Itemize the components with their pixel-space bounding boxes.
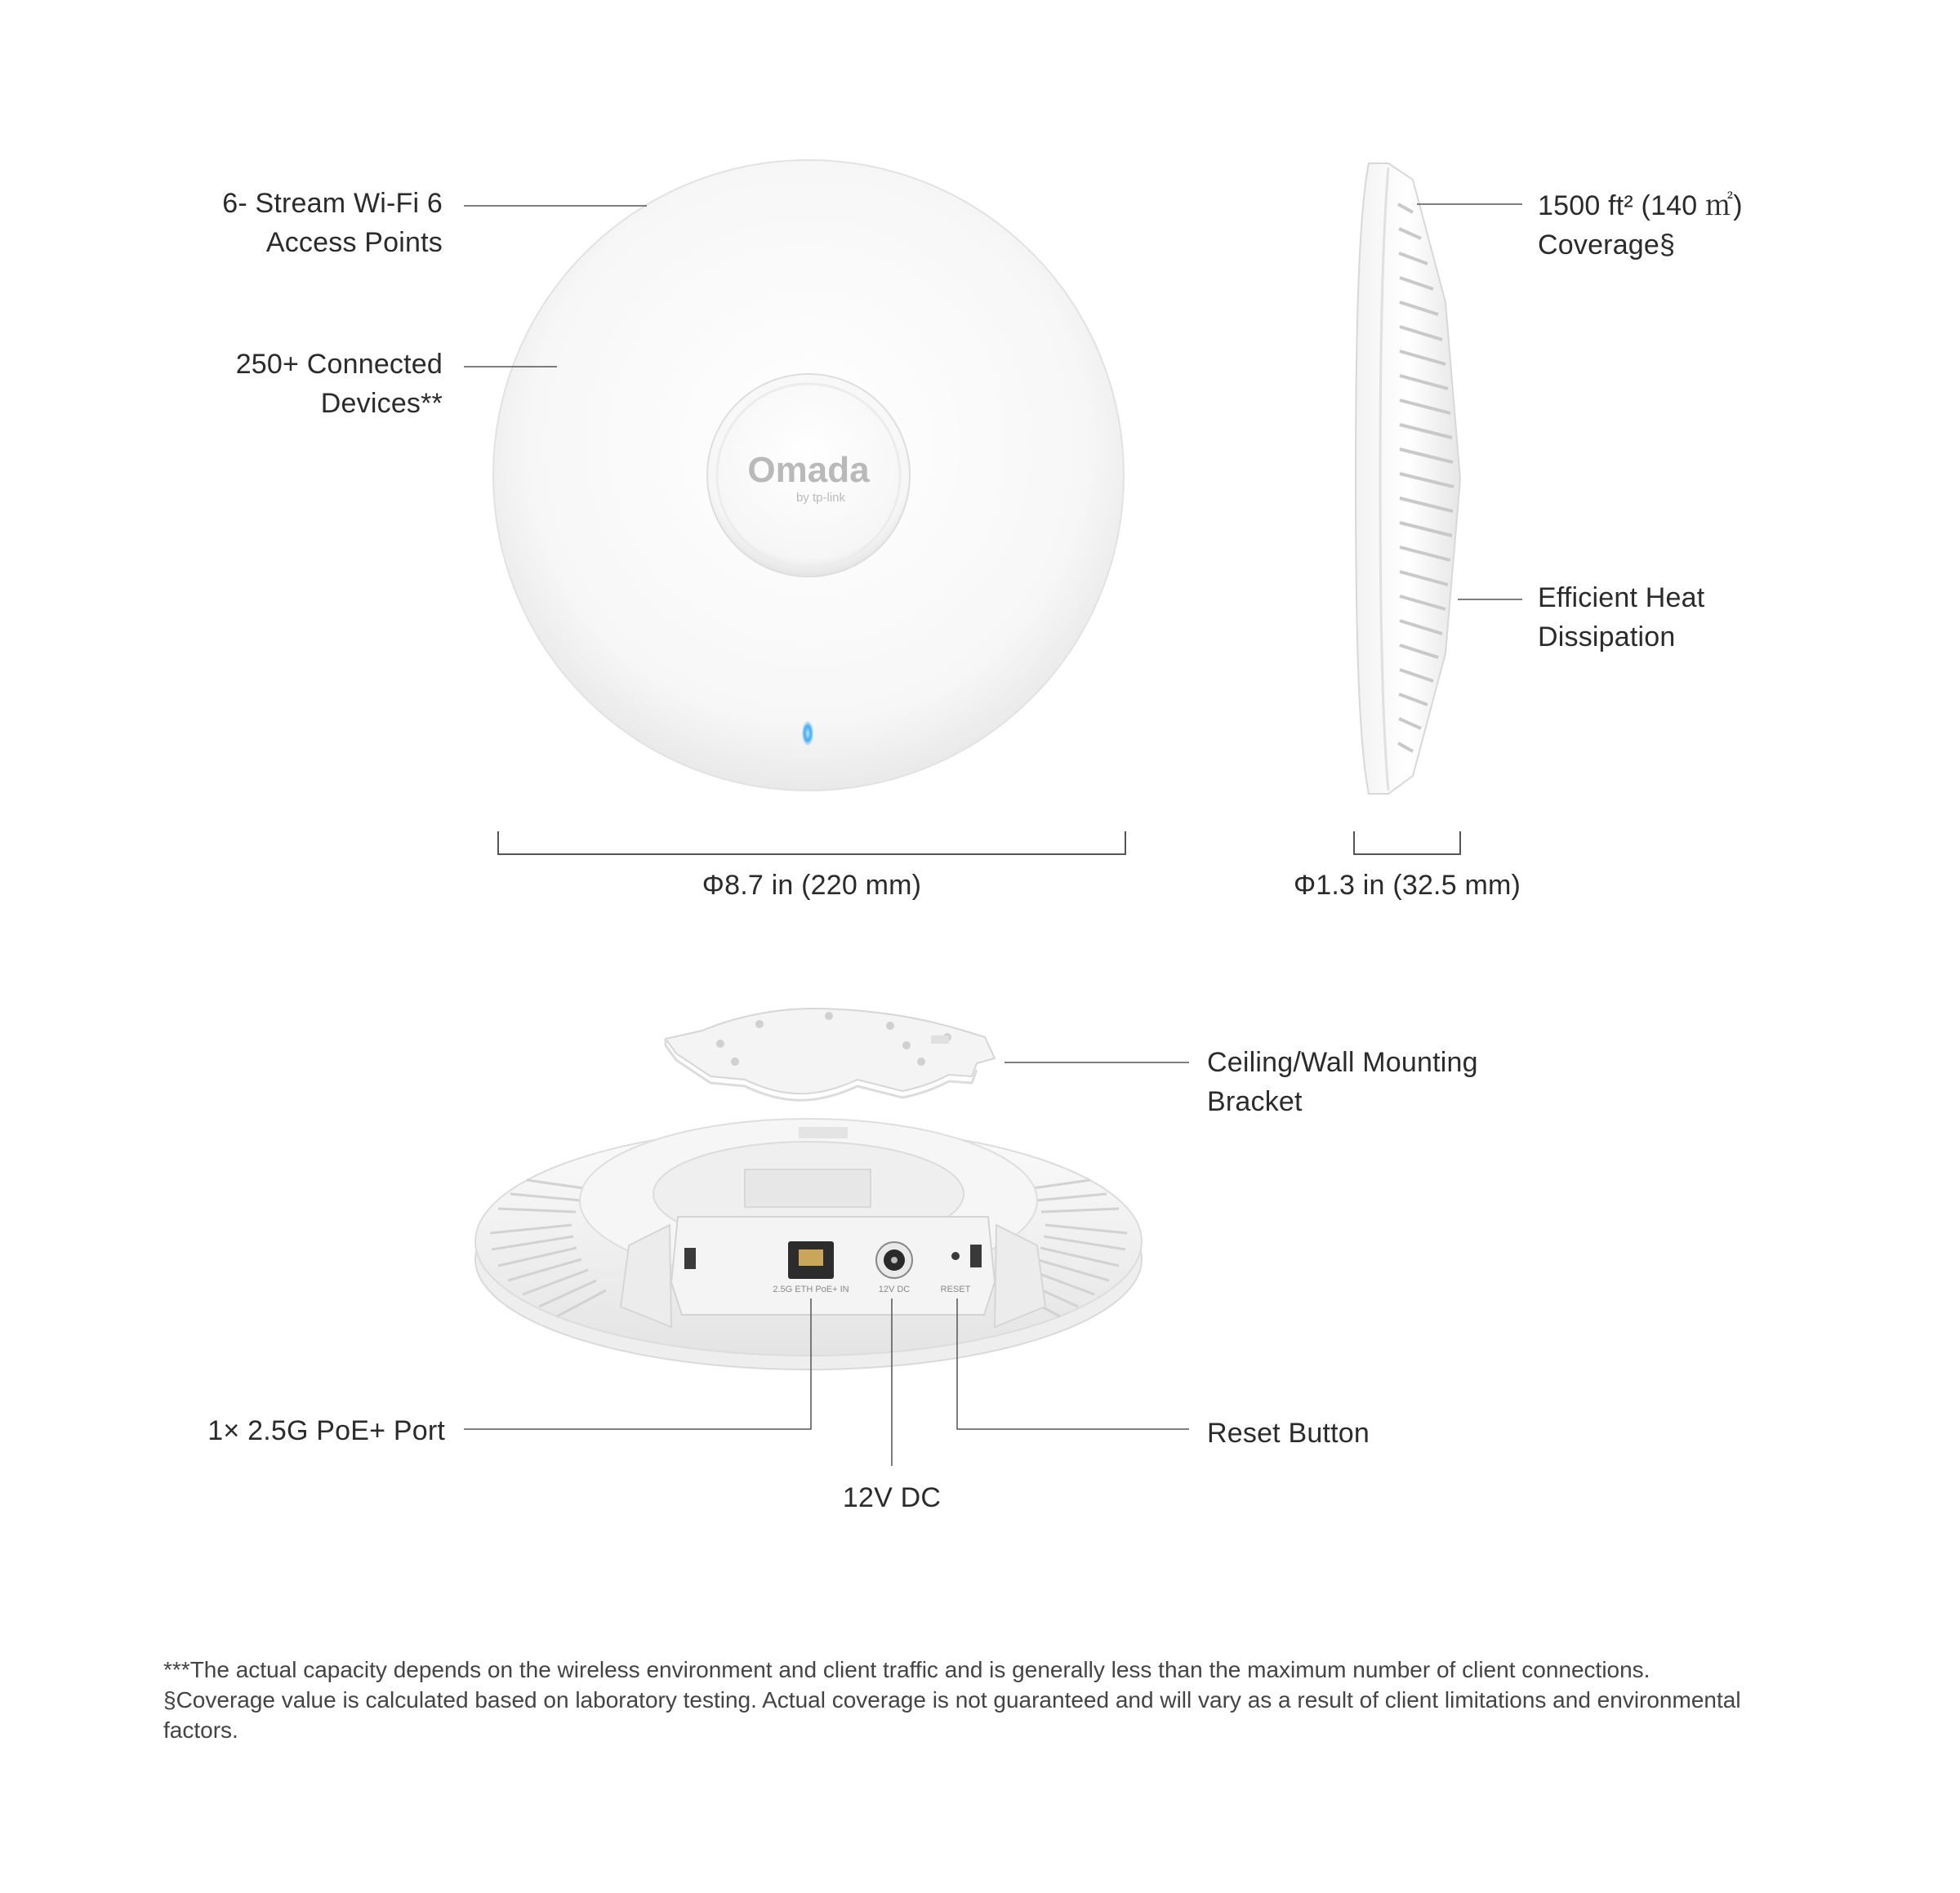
callout-reset: Reset Button (1207, 1418, 1370, 1449)
callout-streams: 6- Stream Wi-Fi 6 Access Points (222, 188, 443, 258)
port-label-dc: 12V DC (878, 1285, 911, 1294)
footnote-capacity: ***The actual capacity depends on the wireless environment and client traffic and is generally less than the maximum number of client connections. (163, 1657, 1650, 1682)
mounting-bracket (666, 1009, 995, 1100)
tp-link-logo: by tp-link (795, 491, 845, 505)
reset-hole (951, 1252, 960, 1260)
callout-dc: 12V DC (842, 1482, 942, 1513)
access-point-bottom-view (475, 1119, 1142, 1370)
dimension-brackets (498, 831, 1460, 854)
led-indicator (802, 721, 813, 746)
callout-heat: Efficient Heat Dissipation (1538, 582, 1705, 653)
port-label-reset: RESET (940, 1285, 971, 1294)
access-point-side-view (1356, 163, 1460, 794)
port-label-poe: 2.5G ETH PoE+ IN (773, 1285, 849, 1294)
callout-devices: 250+ Connected Devices** (235, 349, 443, 419)
callout-bracket: Ceiling/Wall Mounting Bracket (1207, 1047, 1478, 1117)
footnotes (163, 1655, 1797, 1745)
dimension-diameter: Φ8.7 in (220 mm) (702, 870, 922, 901)
diameter-bracket (498, 831, 1125, 854)
callout-coverage: 1500 ft² (140 ㎡) Coverage§ (1538, 190, 1743, 261)
footnote-coverage: §Coverage value is calculated based on laboratory testing. Actual coverage is not guaranteed and will vary as a result of client limitations and environmental factors. (163, 1687, 1741, 1743)
thickness-bracket (1354, 831, 1460, 854)
access-point-top-view (493, 160, 1124, 791)
dimension-thickness: Φ1.3 in (32.5 mm) (1293, 870, 1521, 901)
callout-poe-port: 1× 2.5G PoE+ Port (207, 1415, 445, 1446)
omada-logo: Omada (747, 450, 870, 490)
